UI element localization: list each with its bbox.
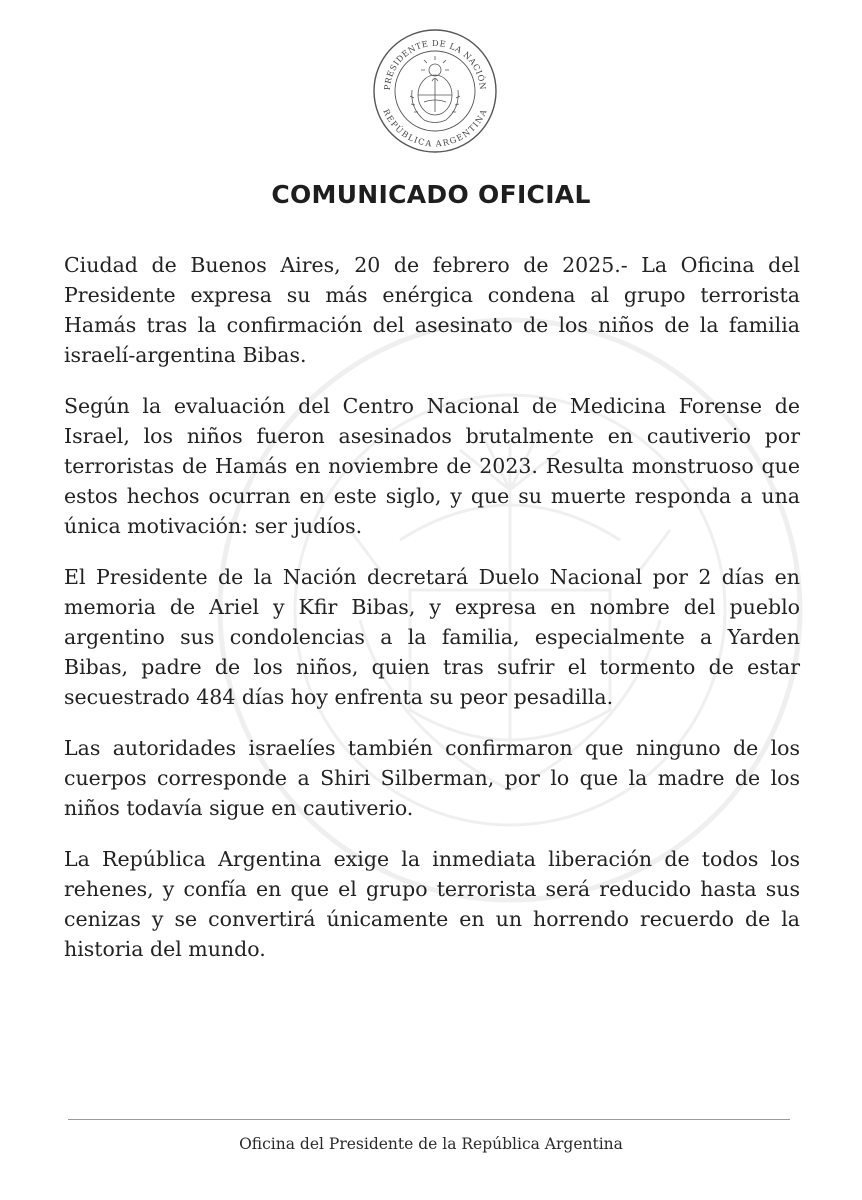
page-title: COMUNICADO OFICIAL [271,180,591,209]
paragraph: Según la evaluación del Centro Nacional de Medicina Forense de Israel, los niños fueron asesinados brutalmente en cautiverio por terroristas de Hamás en noviembre de 2023. Resulta monstruoso que estos hechos ocurran en este siglo, y que su muerte responda a una única motivación: ser judíos. [64,394,800,538]
presidential-seal-icon [372,28,498,154]
paragraph: Las autoridades israelíes también confirmaron que ninguno de los cuerpos corresponde a Shiri Silberman, por lo que la madre de los niños todavía sigue en cautiverio. [64,736,800,820]
paragraph: Ciudad de Buenos Aires, 20 de febrero de 2025.- La Oficina del Presidente expresa su más enérgica condena al grupo terrorista Hamás tras la confirmación del asesinato de los niños de la familia israelí-argentina Bibas. [64,253,800,367]
paragraph: El Presidente de la Nación decretará Duelo Nacional por 2 días en memoria de Ariel y Kfir Bibas, y expresa en nombre del pueblo argentino sus condolencias a la familia, especialmente a Yarden Bibas, padre de los niños, quien tras sufrir el tormento de estar secuestrado 484 días hoy enfrenta su peor pesadilla. [64,565,800,709]
seal-top-text: PRESIDENTE DE LA NACIÓN [381,37,489,91]
svg-text:REPÚBLICA ARGENTINA [381,107,488,148]
statement-body [64,250,800,985]
footer-divider [68,1119,790,1120]
paragraph: La República Argentina exige la inmediata liberación de todos los rehenes, y confía en que el grupo terrorista será reducido hasta sus cenizas y se convertirá únicamente en un horrendo recuerdo de la historia del mundo. [64,847,800,961]
seal-bottom-text: REPÚBLICA ARGENTINA [381,107,489,149]
footer-text: Oficina del Presidente de la República Argentina [239,1135,623,1153]
